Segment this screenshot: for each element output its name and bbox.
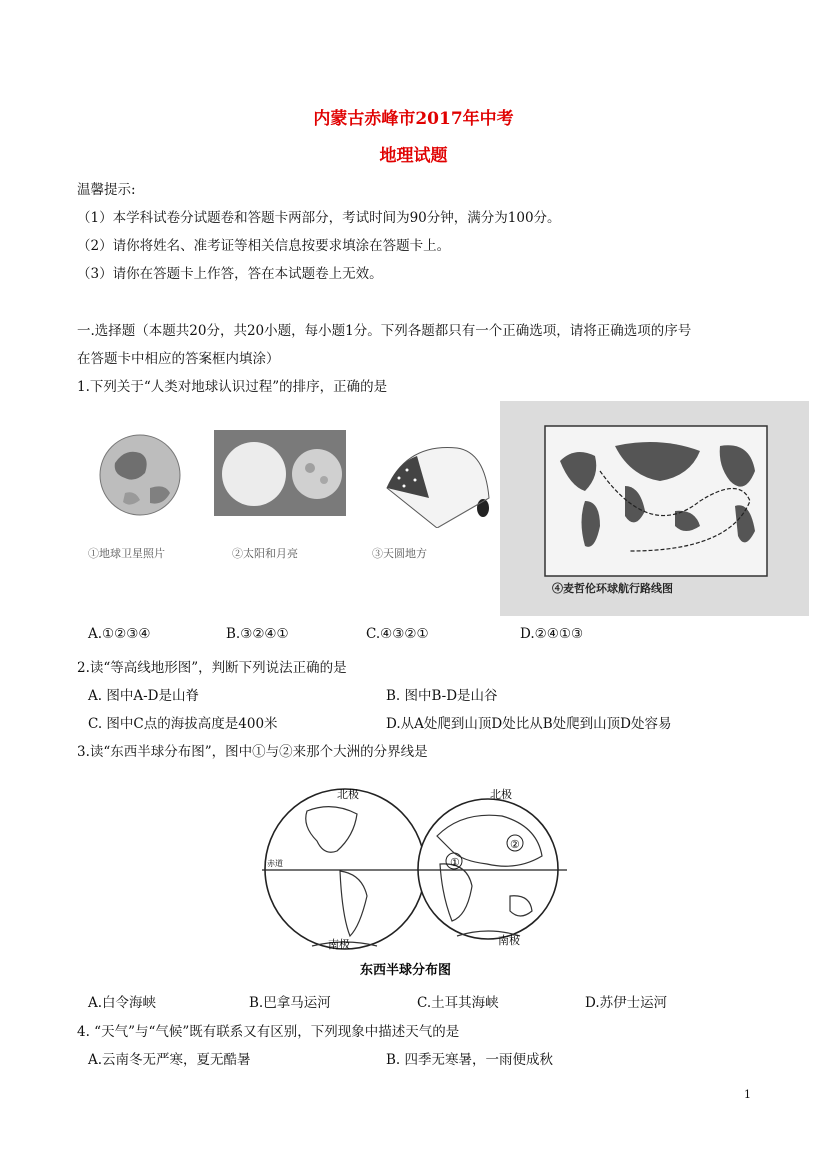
label-north-pole-left: 北极 bbox=[337, 788, 359, 801]
q1-option-b[interactable]: B.③②④① bbox=[226, 626, 289, 642]
section-intro-line-1: 一.选择题（本题共20分，共20小题，每小题1分。下列各题都只有一个正确选项，请将正确选项的序号 bbox=[77, 323, 692, 339]
section-intro-line-2: 在答题卡中相应的答案框内填涂） bbox=[77, 351, 280, 367]
label-equator: 赤道 bbox=[267, 859, 283, 868]
caption-fig-1: ①地球卫星照片 bbox=[88, 547, 165, 560]
tip-item-2: （2）请你将姓名、准考证等相关信息按要求填涂在答题卡上。 bbox=[77, 238, 451, 254]
question-1-stem: 1.下列关于“人类对地球认识过程”的排序，正确的是 bbox=[77, 379, 388, 395]
q3-option-d[interactable]: D.苏伊士运河 bbox=[585, 995, 668, 1011]
sun-and-moon-image bbox=[214, 430, 346, 516]
q2-option-c[interactable]: C. 图中C点的海拔高度是400米 bbox=[88, 716, 278, 732]
label-south-pole-left: 南极 bbox=[328, 938, 350, 951]
caption-fig-3: ③天圆地方 bbox=[372, 547, 427, 560]
q1-option-d[interactable]: D.②④①③ bbox=[520, 626, 584, 642]
q3-option-c[interactable]: C.土耳其海峡 bbox=[417, 995, 499, 1011]
q3-option-a[interactable]: A.白令海峡 bbox=[88, 995, 157, 1011]
q2-option-b[interactable]: B. 图中B-D是山谷 bbox=[386, 688, 498, 704]
caption-fig-4: ④麦哲伦环球航行路线图 bbox=[552, 582, 673, 595]
q2-option-d[interactable]: D.从A处爬到山顶D处比从B处爬到山顶D处容易 bbox=[386, 716, 672, 732]
page-subtitle: 地理试题 bbox=[379, 146, 448, 166]
tips-heading: 温馨提示: bbox=[77, 182, 136, 198]
question-4-stem: 4. “天气”与“气候”既有联系又有区别，下列现象中描述天气的是 bbox=[77, 1024, 460, 1040]
page-number: 1 bbox=[744, 1088, 751, 1101]
q4-option-a[interactable]: A.云南冬无严寒，夏无酷暑 bbox=[88, 1052, 251, 1068]
q3-option-b[interactable]: B.巴拿马运河 bbox=[249, 995, 331, 1011]
caption-fig-2: ②太阳和月亮 bbox=[232, 547, 298, 560]
question-2-stem: 2.读“等高线地形图”，判断下列说法正确的是 bbox=[77, 660, 347, 676]
round-sky-square-earth-image bbox=[377, 438, 495, 528]
hemispheres-map-caption: 东西半球分布图 bbox=[360, 963, 452, 978]
question-3-stem: 3.读“东西半球分布图”，图中①与②来那个大洲的分界线是 bbox=[77, 744, 428, 760]
tip-item-3: （3）请你在答题卡上作答，答在本试题卷上无效。 bbox=[77, 266, 383, 282]
map-mark-2: ② bbox=[510, 838, 520, 851]
hemispheres-map bbox=[262, 776, 567, 984]
label-north-pole-right: 北极 bbox=[490, 788, 512, 801]
q4-option-b[interactable]: B. 四季无寒暑，一雨便成秋 bbox=[386, 1052, 554, 1068]
page-title: 内蒙古赤峰市2017年中考 bbox=[313, 109, 514, 129]
earth-satellite-photo bbox=[95, 428, 185, 523]
q1-option-a[interactable]: A.①②③④ bbox=[88, 626, 151, 642]
q2-option-a[interactable]: A. 图中A-D是山脊 bbox=[88, 688, 199, 704]
label-south-pole-right: 南极 bbox=[498, 934, 520, 947]
q1-option-c[interactable]: C.④③②① bbox=[366, 626, 429, 642]
map-mark-1: ① bbox=[450, 856, 460, 869]
tip-item-1: （1）本学科试卷分试题卷和答题卡两部分，考试时间为90分钟，满分为100分。 bbox=[77, 210, 561, 226]
